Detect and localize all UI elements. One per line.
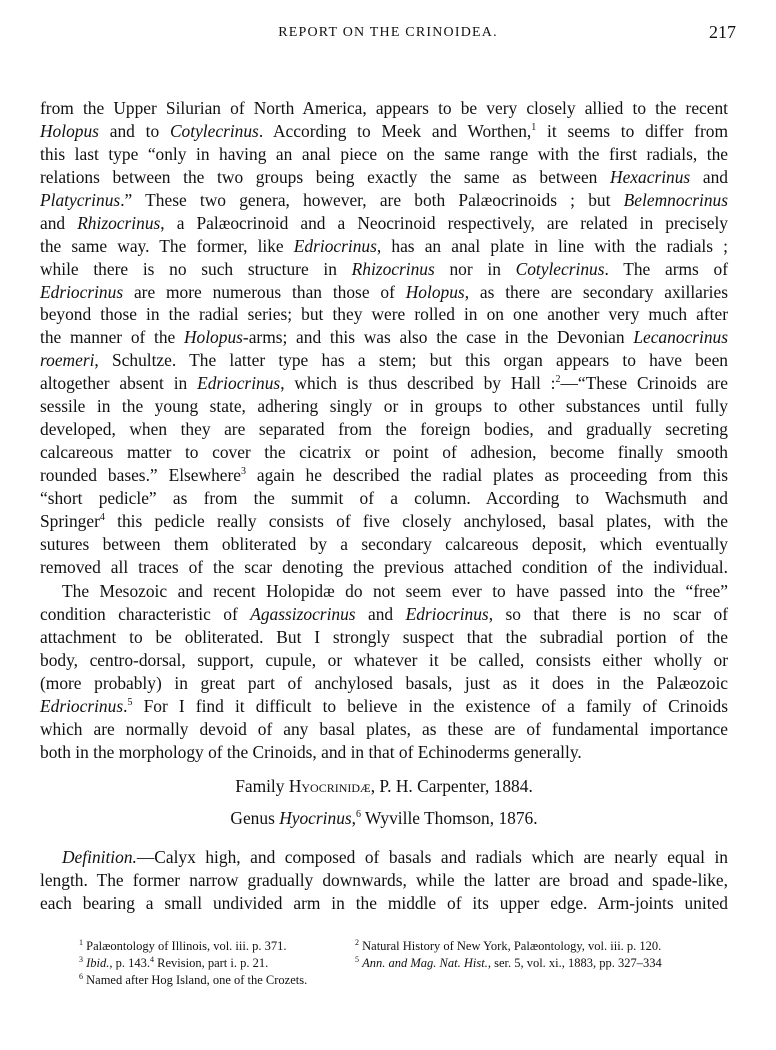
page-number: 217 [709,22,736,42]
italic-text: roemeri [40,350,95,371]
text-line [40,120,728,143]
italic-text: Ann. and Mag. Nat. Hist. [362,956,488,970]
footnote-2 [355,938,661,955]
text-line [40,603,728,626]
text-run: while there is no such structure in [40,258,352,279]
italic-text: Holopus [405,281,465,302]
italic-text: Hexacrinus [610,166,691,187]
text-run: . [123,695,128,716]
text-line [40,487,728,510]
text-line [40,97,728,120]
text-run: nor in [434,258,516,279]
text-run: removed all traces of the scar denoting the previous attached condition of the individual. [40,556,728,577]
text-line [40,510,728,533]
italic-text: Lecanocrinus [633,327,728,348]
text-run: .” These two genera, however, are both Palæocrinoids ; but [120,189,624,210]
footnote-ref: 6 [79,972,83,981]
italic-text: Edriocrinus [40,281,124,302]
text-line [40,418,728,441]
text-run: Springer [40,510,100,531]
text-run: . The arms of [604,258,728,279]
text-run: rounded bases.” Elsewhere [40,465,241,485]
footnote-ref: 4 [150,955,154,964]
text-line [40,695,728,718]
footnote-5 [355,955,662,972]
text-line [40,464,728,487]
text-run: Palæontology of Illinois, vol. iii. p. 371. [83,939,287,953]
text-run: the manner of the [40,327,184,348]
text-line [40,303,728,326]
footnote-4 [150,955,268,972]
text-run: “short pedicle” as from the summit of a column. According to Wachsmuth and [40,487,728,508]
text-run: developed, when they are separated from the foreign bodies, and gradually secreting [40,419,728,440]
italic-text: Edriocrinus [197,373,281,394]
italic-text: Edriocrinus [293,235,377,256]
footnote-ref: 5 [127,696,133,708]
text-run: and [40,212,78,233]
text-run: attachment to be obliterated. But I strongly suspect that the subradial portion of the [40,626,728,647]
text-line [40,143,728,166]
text-line [40,846,728,869]
text-run: , which is thus described by Hall : [280,373,556,394]
text-line [40,258,728,281]
text-line [40,649,728,672]
text-run: sessile in the young state, adhering singly or in groups to other substances until fully [40,396,728,417]
genus-heading-line [40,807,728,830]
text-run: this last type “only in having an anal piece on the same range with the first radials, the [40,143,728,164]
text-run: and to [98,120,170,141]
text-run: . According to Meek and Worthen, [258,120,532,141]
text-run: For I find it difficult to believe in the existence of a family of Crinoids [132,695,728,716]
text-run: and [355,603,406,624]
text-line [40,741,728,764]
text-run: , P. H. Carpenter, 1884. [370,776,533,796]
italic-text: Rhizocrinus [351,258,435,279]
text-line [40,441,728,464]
footnote-ref: 2 [355,938,359,947]
italic-text: Agassizocrinus [250,603,356,624]
text-run: body, centro-dorsal, support, cupule, or whatever it be called, consists either wholly or [40,649,728,670]
text-run: both in the morphology of the Crinoids, and in that of Echinoderms generally. [40,741,582,762]
italic-text: Cotylecrinus [169,120,259,141]
footnote-ref: 4 [99,511,105,523]
text-run: , so that there is no scar of [488,603,728,624]
genus-heading [40,807,728,830]
text-run: , a Palæocrinoid and a Neocrinoid respectively, are related in precisely [160,212,728,233]
text-line [40,533,728,556]
text-run: sutures between them obliterated by a secondary calcareous deposit, which eventually [40,533,728,554]
text-run: The Mesozoic and recent Holopidæ do not seem ever to have passed into the “free” [62,581,728,601]
text-run: , [351,808,357,828]
footnote-ref: 3 [79,955,83,964]
text-run: condition characteristic of [40,603,251,624]
text-run: Revision, part i. p. 21. [154,956,269,970]
text-line [40,718,728,741]
text-run: —“These Crinoids are [560,373,729,394]
text-line [40,372,728,395]
italic-text: Cotylecrinus [515,258,605,279]
italic-text: Belemnocrinus [623,189,728,210]
text-run: which are normally devoid of any basal plates, as these are of fundamental importance [40,718,728,739]
footnote-ref: 3 [241,466,246,477]
text-line [40,326,728,349]
italic-text: Edriocrinus [405,603,489,624]
text-run: relations between the two groups being exactly the same as between [40,166,611,187]
text-run: each bearing a small undivided arm in the middle of its upper edge. Arm-joints united [40,892,728,913]
text-line [40,235,728,258]
footnote-ref: 2 [555,374,561,386]
text-run: (more probably) in great part of anchylosed basals, just as it does in the Palæozoic [40,672,728,693]
footnote-ref: 5 [355,955,359,964]
paragraph-2 [40,580,728,764]
footnote-ref: 1 [531,121,537,133]
text-run: and [690,166,728,187]
text-line [40,395,728,418]
text-run: from the Upper Silurian of North America, appears to be very closely allied to the recent [40,98,728,118]
definition-paragraph [40,846,728,915]
text-run: beyond those in the radial series; but they were rolled in on one another very much after [40,304,728,325]
italic-text: Edriocrinus [40,695,124,716]
italic-text: Holopus [40,120,99,141]
text-line [40,166,728,189]
text-line [40,580,728,603]
text-line [40,349,728,372]
text-run: this pedicle really consists of five closely anchylosed, basal plates, with the [104,510,728,531]
footnote-ref: 1 [79,938,83,947]
text-run: -arms; and this was also the case in the Devonian [242,327,634,348]
text-run: length. The former narrow gradually downwards, while the latter are broad and spade-like, [40,869,728,890]
text-run: Genus [230,808,280,828]
italic-text: Hyocrinus [279,808,352,828]
text-line [40,281,728,304]
text-run: , ser. 5, vol. xi., 1883, pp. 327–334 [487,956,662,970]
text-run: —Calyx high, and composed of basals and radials which are nearly equal in [136,847,728,867]
text-run: Natural History of New York, Palæontology, vol. iii. p. 120. [359,939,662,953]
footnote-1 [79,938,286,955]
family-heading [40,775,728,798]
text-run: , as there are secondary axillaries [464,281,728,302]
text-line [40,556,728,579]
text-run: , Schultze. The latter type has a stem; but this organ appears to have been [94,350,728,371]
text-line [40,189,728,212]
text-line [40,672,728,695]
text-run: calcareous matter to cover the cicatrix or point of adhesion, become finally smooth [40,442,728,463]
italic-text: Platycrinus [40,189,121,210]
text-run: , has an anal plate in line with the radials ; [376,235,728,256]
paragraph-1 [40,97,728,579]
text-run: are more numerous than those of [123,281,406,302]
text-line [40,212,728,235]
text-line [40,869,728,892]
text-run: altogether absent in [40,373,198,394]
running-title: REPORT ON THE CRINOIDEA. [278,25,498,40]
footnote-ref: 6 [356,809,362,820]
italic-text: Definition. [62,847,137,867]
text-run: Hyocrinidæ [288,776,371,796]
text-run: Named after Hog Island, one of the Crozets. [83,973,308,987]
text-line [40,626,728,649]
italic-text: Ibid. [86,956,110,970]
text-line [40,892,728,915]
italic-text: Rhizocrinus [77,212,161,233]
footnote-3 [79,955,150,972]
text-run: Family [235,776,289,796]
text-run: Wyville Thomson, 1876. [361,808,538,828]
text-run: the same way. The former, like [40,235,294,256]
footnote-6 [79,972,307,989]
family-heading-line [40,775,728,798]
running-header [0,22,776,44]
text-run: again he described the radial plates as proceeding from this [246,465,728,485]
text-run: , p. 143. [109,956,151,970]
italic-text: Holopus [183,327,243,348]
text-run: it seems to differ from [536,120,728,141]
